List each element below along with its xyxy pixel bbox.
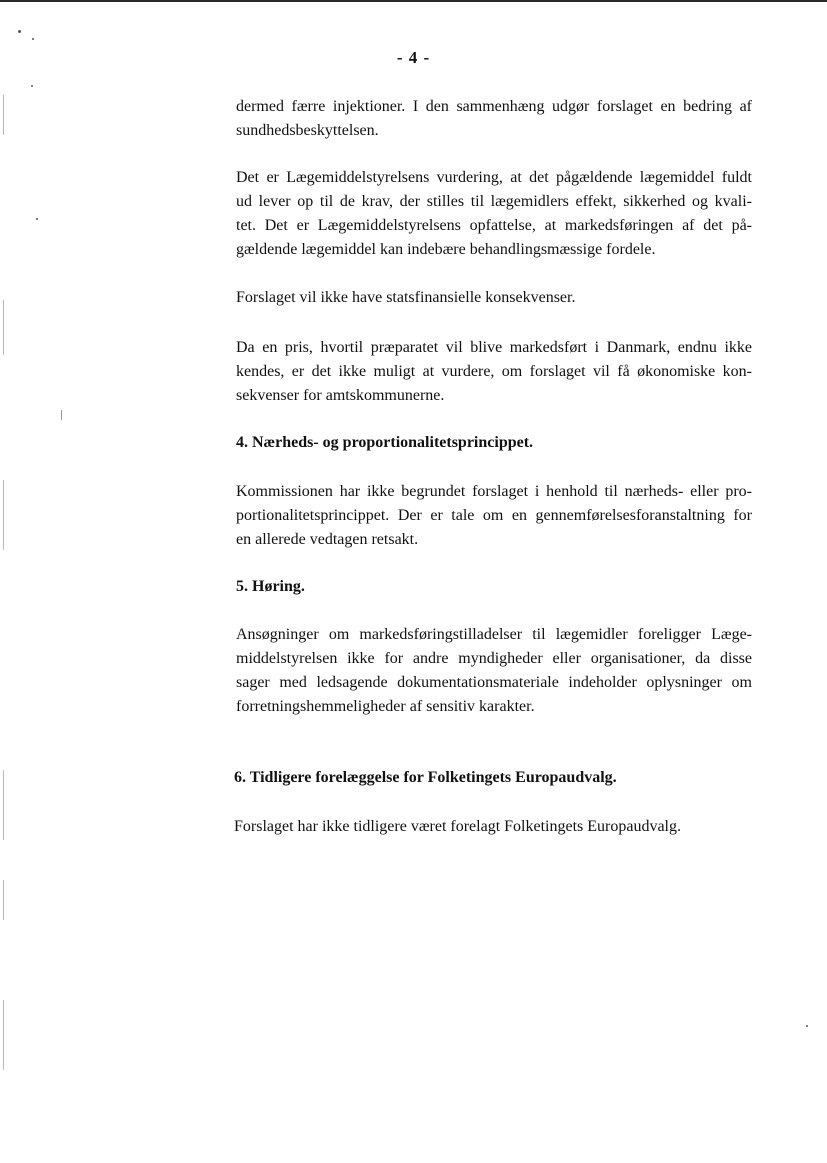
- scan-speck: [31, 85, 33, 87]
- paragraph-1: [236, 95, 752, 143]
- paragraph-7: [234, 815, 750, 839]
- text-line: sager med ledsagende dokumentationsmateriale indeholder oplysninger om: [236, 674, 752, 691]
- text-line: Kommissionen har ikke begrundet forslaget i henhold til nærheds- eller pro-: [236, 483, 752, 500]
- paragraph-5: [236, 480, 752, 552]
- section-heading-6: [234, 766, 750, 790]
- scan-left-edge-mark: [3, 480, 4, 550]
- text-line: en allerede vedtagen retsakt.: [236, 531, 419, 548]
- text-line: ud lever op til de krav, der stilles til lægemidlers effekt, sikkerhed og kvali-: [236, 193, 752, 210]
- text-line: Da en pris, hvortil præparatet vil blive markedsført i Danmark, endnu ikke: [236, 339, 752, 356]
- text-line: kendes, er det ikke muligt at vurdere, om forslaget vil få økonomiske kon-: [236, 363, 752, 380]
- text-line: Forslaget har ikke tidligere været forelagt Folketingets Europaudvalg.: [234, 818, 681, 835]
- scan-speck: [61, 410, 62, 420]
- scan-speck: [32, 38, 34, 40]
- text-line: Ansøgninger om markedsføringstilladelser til lægemidler foreligger Læge-: [236, 626, 752, 643]
- heading-text: 5. Høring.: [236, 578, 305, 595]
- heading-text: 4. Nærheds- og proportionalitetsprincippet.: [236, 434, 534, 451]
- text-line: gældende lægemiddel kan indebære behandlingsmæssige fordele.: [236, 241, 656, 258]
- page-number: - 4 -: [396, 48, 431, 67]
- scan-left-edge-mark: [3, 770, 4, 840]
- scan-top-border: [0, 0, 827, 2]
- paragraph-6: [236, 623, 752, 719]
- scan-left-edge-mark: [3, 1000, 4, 1070]
- paragraph-4: [236, 336, 752, 408]
- heading-text: 6. Tidligere forelæggelse for Folketingets Europaudvalg.: [234, 769, 617, 786]
- scan-left-edge-mark: [3, 95, 4, 135]
- text-line: portionalitetsprincippet. Der er tale om en gennemførelsesforanstaltning for: [236, 507, 752, 524]
- section-heading-4: [236, 431, 752, 455]
- scan-speck: [806, 1025, 808, 1027]
- scan-speck: [18, 30, 21, 33]
- text-line: Det er Lægemiddelstyrelsens vurdering, at det pågældende lægemiddel fuldt: [236, 169, 752, 186]
- section-heading-5: [236, 575, 752, 599]
- text-line: tet. Det er Lægemiddelstyrelsens opfattelse, at markedsføringen af det på-: [236, 217, 752, 234]
- scan-left-edge-mark: [3, 300, 4, 355]
- text-line: middelstyrelsen ikke for andre myndigheder eller organisationer, da disse: [236, 650, 752, 667]
- text-line: forretningshemmeligheder af sensitiv karakter.: [236, 698, 535, 715]
- text-line: Forslaget vil ikke have statsfinansielle konsekvenser.: [236, 289, 576, 306]
- scan-speck: [36, 218, 38, 220]
- paragraph-2: [236, 166, 752, 262]
- scan-left-edge-mark: [3, 880, 4, 920]
- text-line: sundhedsbeskyttelsen.: [236, 122, 379, 139]
- text-line: sekvenser for amtskommunerne.: [236, 387, 445, 404]
- paragraph-3: [236, 286, 752, 310]
- text-line: dermed færre injektioner. I den sammenhæng udgør forslaget en bedring af: [236, 98, 752, 115]
